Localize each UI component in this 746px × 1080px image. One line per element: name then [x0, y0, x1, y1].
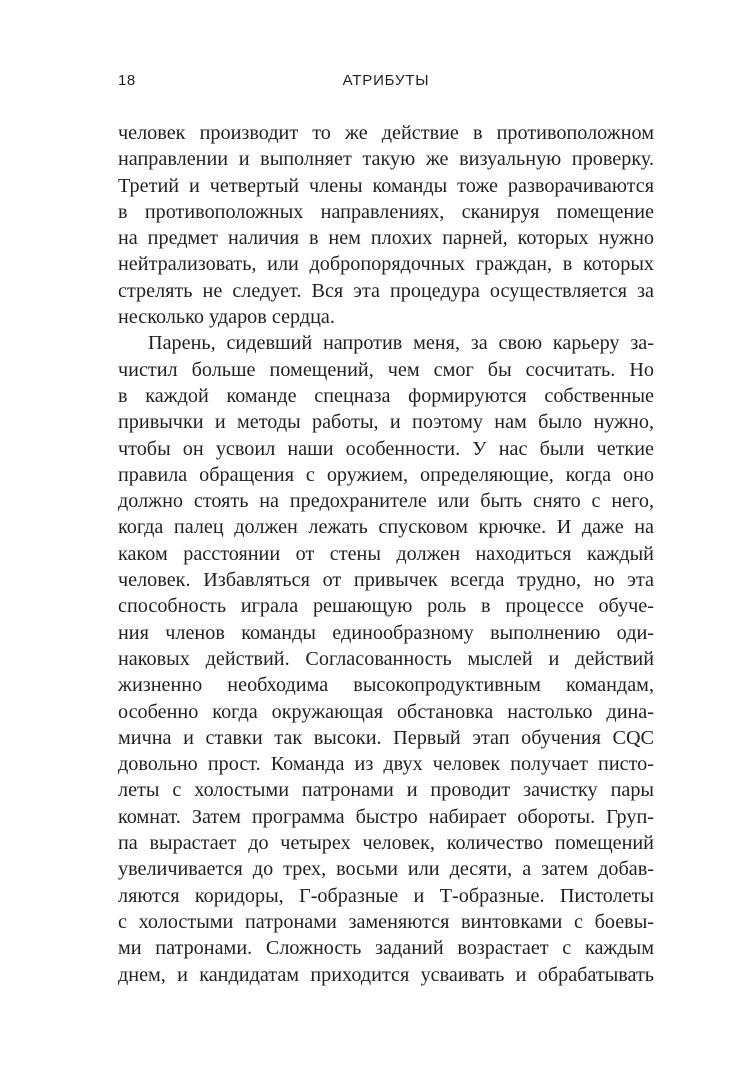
- text-line: жизненно необходима высокопродуктивным командам,: [118, 674, 654, 697]
- text-line: ния членов команды единообразному выполнению оди-: [118, 621, 654, 644]
- text-line: человек. Избавляться от привычек всегда трудно, но эта: [118, 569, 654, 592]
- text-line: мична и ставки так высоки. Первый этап обучения CQC: [118, 726, 654, 749]
- paragraph: [118, 330, 654, 987]
- text-line: когда палец должен лежать спусковом крючке. И даже на: [118, 516, 654, 539]
- text-line: должно стоять на предохранителе или быть снято с него,: [118, 490, 654, 513]
- text-line: в каждой команде спецназа формируются собственные: [118, 384, 654, 407]
- text-line: особенно когда окружающая обстановка настолько дина-: [118, 700, 654, 723]
- text-line: человек производит то же действие в противоположном: [118, 122, 654, 144]
- text-line: правила обращения с оружием, определяющие, когда оно: [118, 463, 654, 486]
- running-title: АТРИБУТЫ: [342, 72, 430, 89]
- text-line: наковых действий. Согласованность мыслей и действий: [118, 647, 654, 670]
- text-line: несколько ударов сердца.: [118, 306, 335, 329]
- text-line: способность играла решающую роль в процессе обуче-: [118, 595, 654, 618]
- text-line: на предмет наличия в нем плохих парней, которых нужно: [118, 227, 654, 250]
- text-line: направлении и выполняет такую же визуальную проверку.: [118, 148, 654, 171]
- text-line: довольно прост. Команда из двух человек получает писто-: [118, 753, 654, 776]
- body-text: [118, 120, 654, 988]
- text-line: каком расстоянии от стены должен находиться каждый: [118, 542, 654, 565]
- page-number: 18: [118, 72, 136, 89]
- text-line: леты с холостыми патронами и проводит зачистку пары: [118, 779, 654, 802]
- text-line: чтобы он усвоил наши особенности. У нас были четкие: [118, 437, 654, 460]
- text-line: чистил больше помещений, чем смог бы сосчитать. Но: [118, 358, 654, 381]
- text-line: увеличивается до трех, восьми или десяти, а затем добав-: [118, 858, 654, 881]
- text-line: днем, и кандидатам приходится усваивать и обрабатывать: [118, 963, 654, 986]
- text-line: Парень, сидевший напротив меня, за свою карьеру за-: [148, 332, 654, 355]
- text-line: привычки и методы работы, и поэтому нам было нужно,: [118, 411, 654, 434]
- text-line: па вырастает до четырех человек, количество помещений: [118, 832, 654, 855]
- text-line: ляются коридоры, Г-образные и Т-образные. Пистолеты: [118, 884, 654, 907]
- page-header: [118, 72, 654, 96]
- text-line: комнат. Затем программа быстро набирает обороты. Груп-: [118, 805, 654, 828]
- text-line: Третий и четвертый члены команды тоже разворачиваются: [118, 174, 654, 197]
- text-line: с холостыми патронами заменяются винтовками с боевы-: [118, 910, 654, 933]
- text-line: стрелять не следует. Вся эта процедура осуществляется за: [118, 279, 654, 302]
- text-line: в противоположных направлениях, сканируя помещение: [118, 200, 654, 223]
- paragraph: [118, 120, 654, 330]
- text-line: ми патронами. Сложность заданий возрастает с каждым: [118, 937, 654, 960]
- text-line: нейтрализовать, или добропорядочных граждан, в которых: [118, 253, 654, 276]
